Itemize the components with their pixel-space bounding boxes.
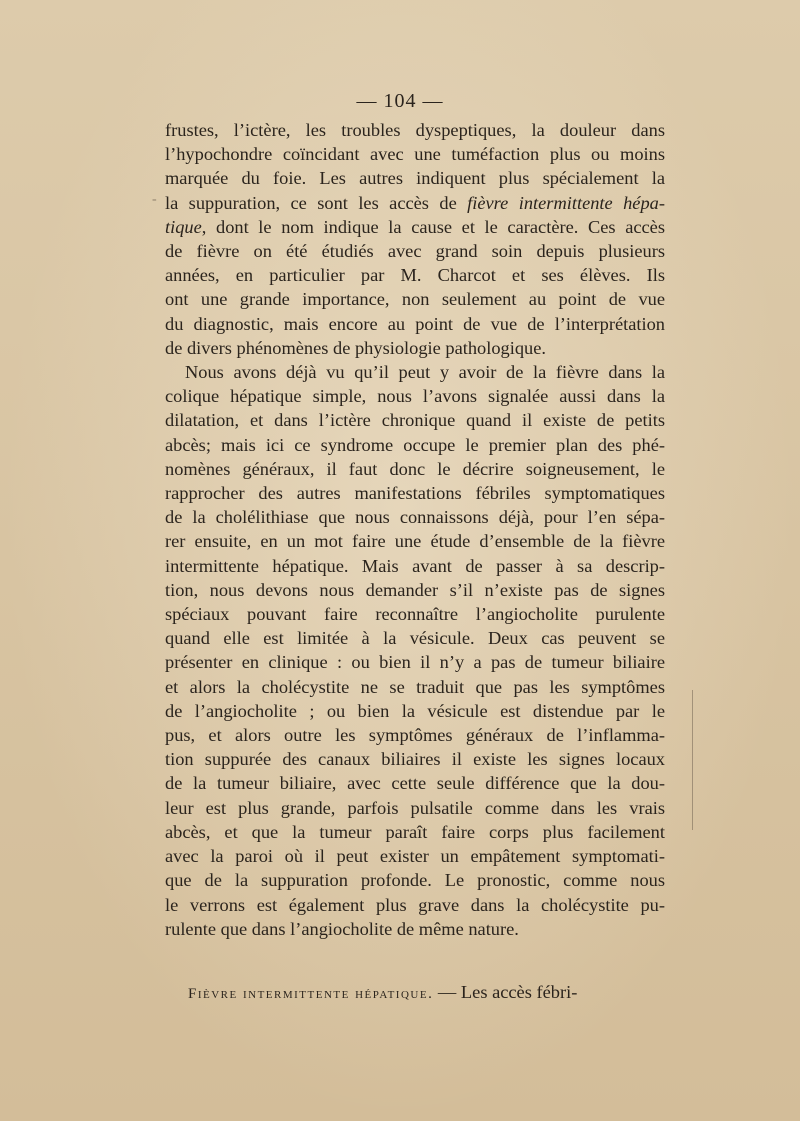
text-line: de l’angiocholite ; ou bien la vésicule est distendue par le xyxy=(165,700,665,721)
text-line: et alors la cholécystite ne se traduit que pas les symptômes xyxy=(165,676,665,697)
text-line xyxy=(165,191,665,215)
text-line: que de la suppuration profonde. Le pronostic, comme nous xyxy=(165,870,665,891)
text-line-part: , dont le nom indique la cause et le caractère. Ces accès xyxy=(201,216,665,237)
text-line-italic: fièvre intermittente hépa- xyxy=(467,192,665,213)
text-line: tion, nous devons nous demander s’il n’existe pas de signes xyxy=(165,579,665,600)
section-heading-text: Les accès fébri- xyxy=(460,982,578,1002)
text-line: nomènes généraux, il faut donc le décrire soigneusement, le xyxy=(165,458,665,479)
text-line: rulente que dans l’angiocholite de même nature. xyxy=(165,918,519,939)
text-line: spéciaux pouvant faire reconnaître l’angiocholite purulente xyxy=(165,604,665,625)
text-line: colique hépatique simple, nous l’avons signalée aussi dans la xyxy=(165,386,665,407)
text-line: présenter en clinique : ou bien il n’y a pas de tumeur biliaire xyxy=(165,652,665,673)
text-line: de divers phénomènes de physiologie pathologique. xyxy=(165,337,547,358)
text-line: avec la paroi où il peut exister un empâtement symptomati- xyxy=(165,846,665,867)
text-line: de la tumeur biliaire, avec cette seule différence que la dou- xyxy=(165,773,665,794)
text-line: Nous avons déjà vu qu’il peut y avoir de la fièvre dans la xyxy=(185,362,665,383)
body-text xyxy=(165,118,665,941)
text-line: dilatation, et dans l’ictère chronique quand il existe de petits xyxy=(165,410,665,431)
text-line: années, en particulier par M. Charcot et ses élèves. Ils xyxy=(165,265,665,286)
text-line: pus, et alors outre les symptômes généraux de l’inflamma- xyxy=(165,725,665,746)
text-line: leur est plus grande, parfois pulsatile comme dans les vrais xyxy=(165,797,665,818)
text-line: rapprocher des autres manifestations fébriles symptomatiques xyxy=(165,483,665,504)
text-line-italic: tique xyxy=(165,216,202,237)
section-heading xyxy=(188,982,668,1003)
margin-dash-mark: - xyxy=(152,192,157,207)
text-line: l’hypochondre coïncidant avec une tuméfaction plus ou moins xyxy=(165,144,665,165)
text-line: intermittente hépatique. Mais avant de passer à sa descrip- xyxy=(165,555,665,576)
text-line: de la cholélithiase que nous connaissons déjà, pour l’en sépa- xyxy=(165,507,665,528)
text-line: quand elle est limitée à la vésicule. Deux cas peuvent se xyxy=(165,628,665,649)
text-line: ont une grande importance, non seulement au point de vue xyxy=(165,289,665,310)
text-line xyxy=(165,215,665,239)
text-line: rer ensuite, en un mot faire une étude d’ensemble de la fièvre xyxy=(165,531,665,552)
text-line: de fièvre on été étudiés avec grand soin depuis plusieurs xyxy=(165,241,665,262)
text-line: abcès, et que la tumeur paraît faire corps plus facilement xyxy=(165,821,665,842)
section-heading-title: Fièvre intermittente hépatique. xyxy=(188,986,434,1002)
text-line-part: la suppuration, ce sont les accès de xyxy=(165,192,468,213)
page-number: — 104 — xyxy=(356,90,444,112)
text-line: tion suppurée des canaux biliaires il existe les signes locaux xyxy=(165,749,665,770)
text-line: marquée du foie. Les autres indiquent plus spécialement la xyxy=(165,168,665,189)
text-line: le verrons est également plus grave dans la cholécystite pu- xyxy=(165,894,665,915)
text-line: abcès; mais ici ce syndrome occupe le premier plan des phé- xyxy=(165,434,665,455)
text-line: frustes, l’ictère, les troubles dyspeptiques, la douleur dans xyxy=(165,120,665,140)
margin-pencil-mark xyxy=(692,690,693,830)
text-line: du diagnostic, mais encore au point de vue de l’interprétation xyxy=(165,313,665,334)
section-heading-dash: — xyxy=(433,982,461,1002)
